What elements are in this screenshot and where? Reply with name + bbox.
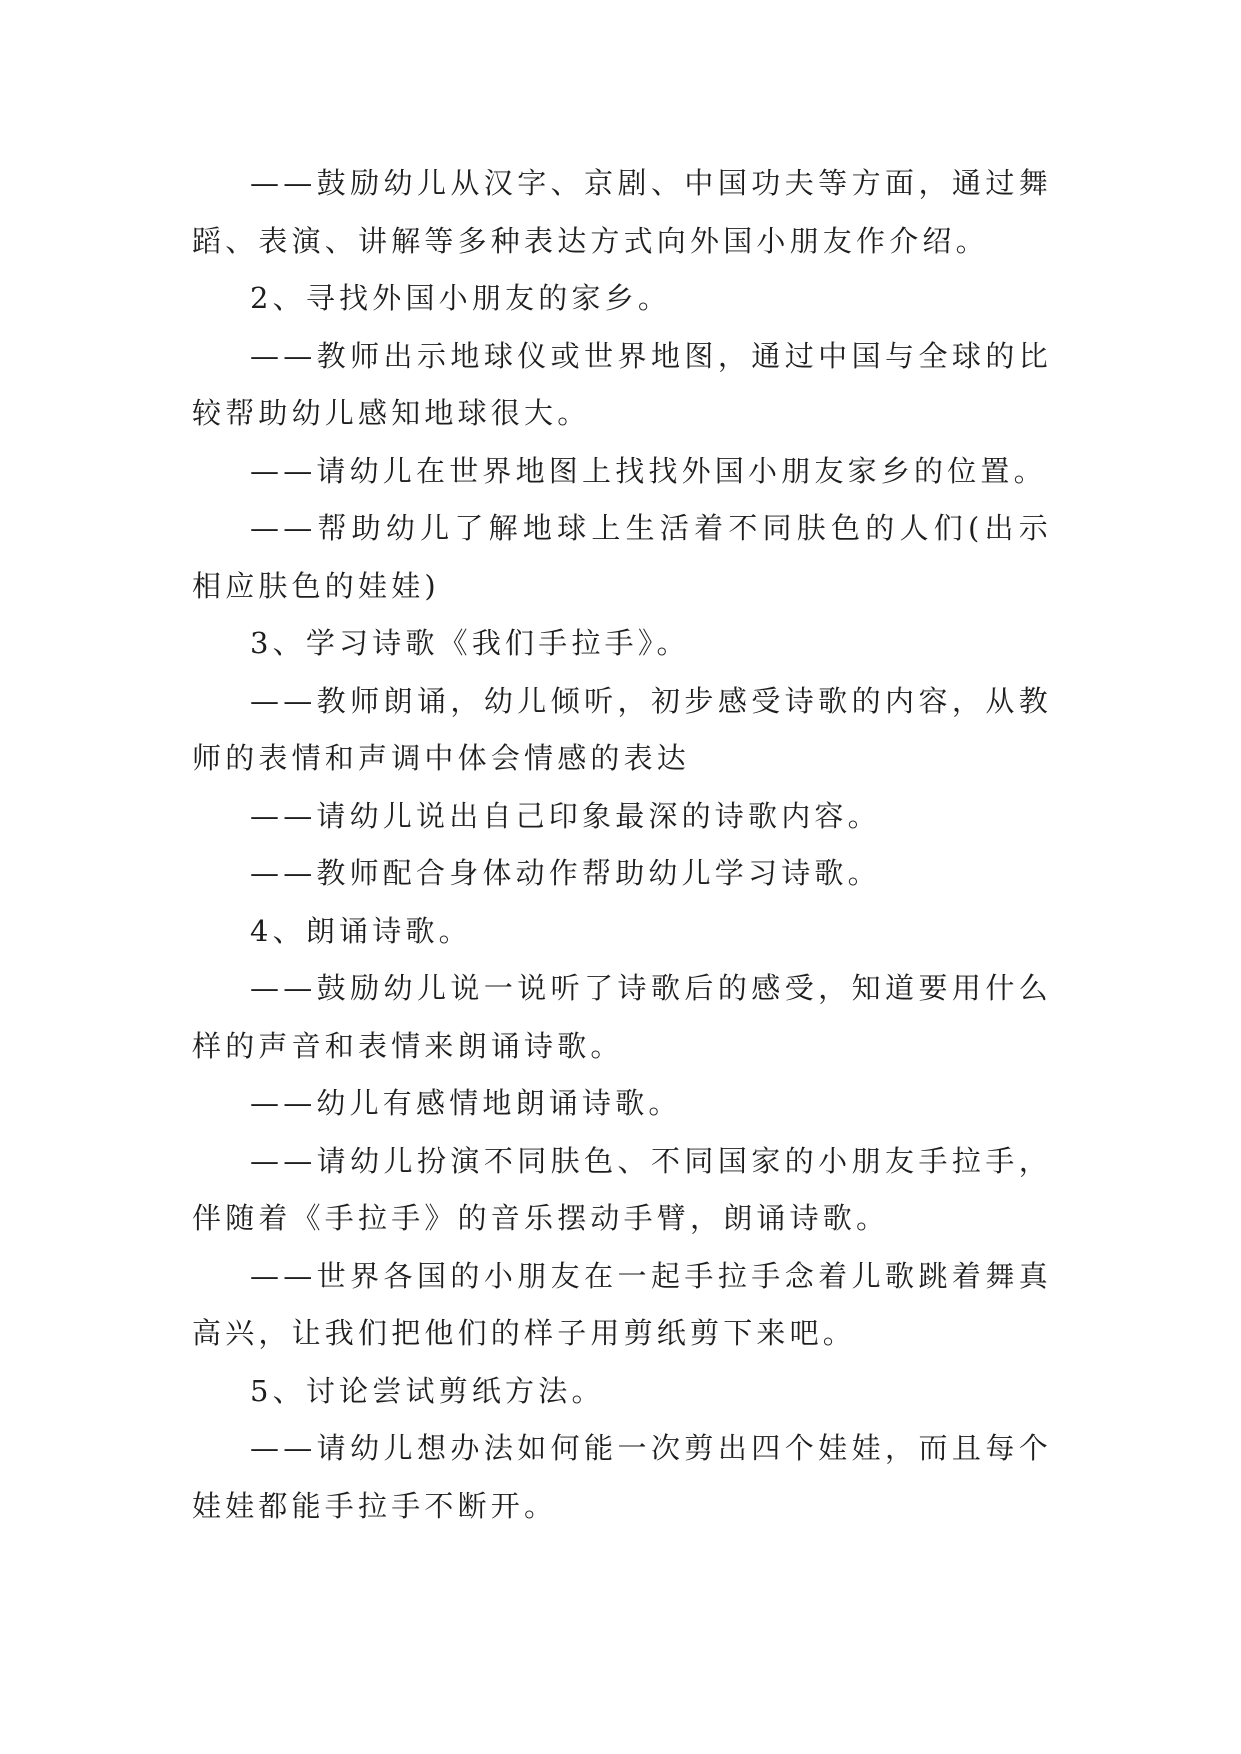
- section-heading: 4、朗诵诗歌。: [250, 913, 472, 948]
- section-heading: 5、讨论尝试剪纸方法。: [250, 1373, 605, 1408]
- paragraph: ——教师朗诵，幼儿倾听，初步感受诗歌的内容，从教师的表情和声调中体会情感的表达: [192, 683, 1052, 775]
- paragraph: ——世界各国的小朋友在一起手拉手念着儿歌跳着舞真高兴，让我们把他们的样子用剪纸剪下来吧。: [192, 1258, 1052, 1350]
- paragraph: ——幼儿有感情地朗诵诗歌。: [250, 1086, 682, 1120]
- paragraph: ——请幼儿在世界地图上找找外国小朋友家乡的位置。: [250, 453, 1047, 488]
- paragraph: ——鼓励幼儿说一说听了诗歌后的感受，知道要用什么样的声音和表情来朗诵诗歌。: [192, 971, 1052, 1063]
- section-heading: 2、寻找外国小朋友的家乡。: [250, 281, 672, 315]
- paragraph: ——请幼儿想办法如何能一次剪出四个娃娃，而且每个娃娃都能手拉手不断开。: [192, 1431, 1052, 1523]
- paragraph: ——帮助幼儿了解地球上生活着不同肤色的人们(出示相应肤色的娃娃): [192, 511, 1052, 603]
- paragraph: ——鼓励幼儿从汉字、京剧、中国功夫等方面，通过舞蹈、表演、讲解等多种表达方式向外国小朋友作介绍。: [192, 166, 1052, 258]
- paragraph: ——请幼儿说出自己印象最深的诗歌内容。: [250, 798, 881, 833]
- paragraph: ——请幼儿扮演不同肤色、不同国家的小朋友手拉手，伴随着《手拉手》的音乐摆动手臂，朗诵诗歌。: [192, 1143, 1052, 1235]
- paragraph: ——教师配合身体动作帮助幼儿学习诗歌。: [250, 856, 881, 890]
- paragraph: ——教师出示地球仪或世界地图，通过中国与全球的比较帮助幼儿感知地球很大。: [192, 338, 1052, 430]
- section-heading: 3、学习诗歌《我们手拉手》。: [250, 626, 690, 660]
- document-body: [192, 155, 1052, 1535]
